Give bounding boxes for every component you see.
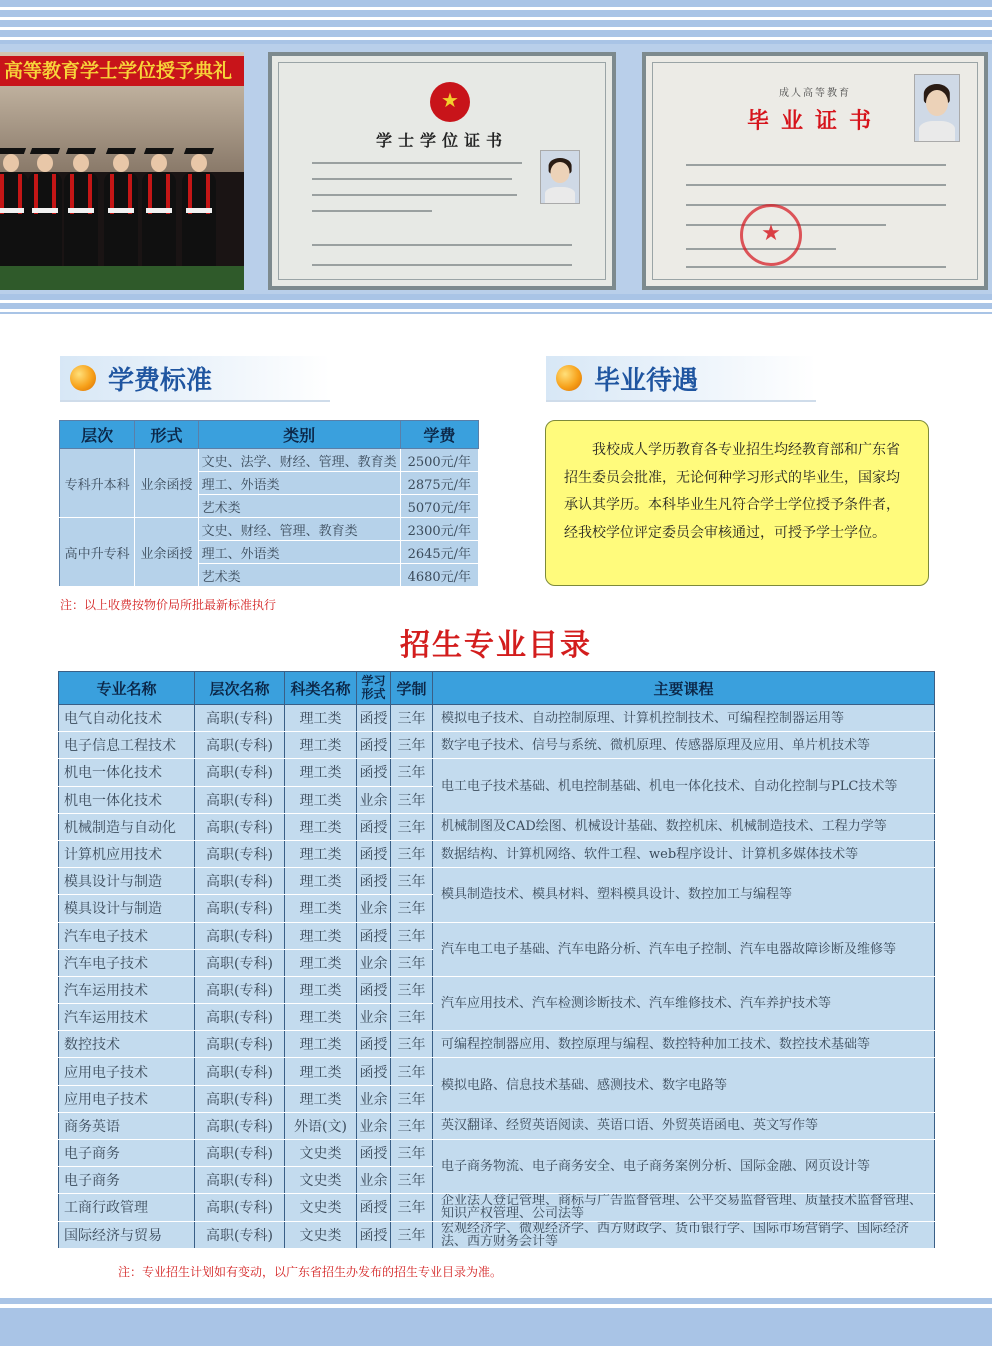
major-name: 电气自动化技术 bbox=[59, 705, 195, 732]
major-name: 电子商务 bbox=[59, 1140, 195, 1167]
major-courses: 机械制图及CAD绘图、机械设计基础、数控机床、机械制造技术、工程力学等 bbox=[433, 813, 935, 840]
fee-heading bbox=[60, 356, 330, 402]
fee-amount: 5070元/年 bbox=[400, 495, 478, 518]
major-form: 函授 bbox=[357, 732, 391, 759]
table-row bbox=[59, 976, 935, 1003]
major-form: 函授 bbox=[357, 1058, 391, 1085]
major-courses: 模拟电路、信息技术基础、感测技术、数字电路等 bbox=[433, 1058, 935, 1112]
major-col-years: 学制 bbox=[391, 672, 433, 705]
fee-category: 文史、法学、财经、管理、教育类 bbox=[198, 449, 400, 472]
fee-category: 理工、外语类 bbox=[198, 472, 400, 495]
major-years: 三年 bbox=[391, 868, 433, 895]
major-level: 高职(专科) bbox=[195, 759, 285, 786]
fee-heading-text: 学费标准 bbox=[108, 366, 213, 396]
fee-form: 业余函授 bbox=[135, 518, 198, 587]
major-courses: 汽车电工电子基础、汽车电路分析、汽车电子控制、汽车电器故障诊断及维修等 bbox=[433, 922, 935, 976]
major-level: 高职(专科) bbox=[195, 1058, 285, 1085]
table-row bbox=[59, 813, 935, 840]
major-level: 高职(专科) bbox=[195, 732, 285, 759]
major-level: 高职(专科) bbox=[195, 1221, 285, 1248]
graduate-figure bbox=[28, 148, 62, 276]
major-form: 函授 bbox=[357, 976, 391, 1003]
major-form: 业余 bbox=[357, 1004, 391, 1031]
major-table bbox=[58, 671, 935, 1249]
fee-amount: 2875元/年 bbox=[400, 472, 478, 495]
graduation-certificate-photo bbox=[642, 52, 988, 290]
major-years: 三年 bbox=[391, 1004, 433, 1031]
major-years: 三年 bbox=[391, 813, 433, 840]
major-name: 应用电子技术 bbox=[59, 1085, 195, 1112]
major-type: 理工类 bbox=[285, 1058, 357, 1085]
fee-row bbox=[60, 449, 479, 472]
major-level: 高职(专科) bbox=[195, 813, 285, 840]
major-years: 三年 bbox=[391, 1112, 433, 1139]
major-type: 理工类 bbox=[285, 1004, 357, 1031]
national-emblem-icon bbox=[430, 82, 470, 122]
major-form: 函授 bbox=[357, 813, 391, 840]
major-years: 三年 bbox=[391, 949, 433, 976]
major-type: 理工类 bbox=[285, 1031, 357, 1058]
major-name: 应用电子技术 bbox=[59, 1058, 195, 1085]
major-years: 三年 bbox=[391, 732, 433, 759]
major-years: 三年 bbox=[391, 1194, 433, 1221]
major-name: 机械制造与自动化 bbox=[59, 813, 195, 840]
orange-dot-icon bbox=[556, 365, 582, 391]
table-row bbox=[59, 840, 935, 867]
grad-cert-subtitle: 成人高等教育 bbox=[779, 88, 851, 99]
major-level: 高职(专科) bbox=[195, 1112, 285, 1139]
graduate-figure bbox=[0, 148, 28, 276]
major-level: 高职(专科) bbox=[195, 922, 285, 949]
major-courses: 汽车应用技术、汽车检测诊断技术、汽车维修技术、汽车养护技术等 bbox=[433, 976, 935, 1030]
top-stripes bbox=[0, 0, 992, 44]
major-form: 函授 bbox=[357, 1031, 391, 1058]
major-form: 函授 bbox=[357, 922, 391, 949]
major-years: 三年 bbox=[391, 1085, 433, 1112]
major-years: 三年 bbox=[391, 1031, 433, 1058]
grad-cert-title: 毕业证书 bbox=[746, 108, 883, 134]
major-level: 高职(专科) bbox=[195, 1004, 285, 1031]
major-name: 电子商务 bbox=[59, 1167, 195, 1194]
major-years: 三年 bbox=[391, 1140, 433, 1167]
major-level: 高职(专科) bbox=[195, 840, 285, 867]
stage-plants bbox=[0, 266, 244, 290]
major-form: 函授 bbox=[357, 1194, 391, 1221]
table-row bbox=[59, 732, 935, 759]
major-name: 汽车电子技术 bbox=[59, 949, 195, 976]
major-years: 三年 bbox=[391, 976, 433, 1003]
major-courses: 模具制造技术、模具材料、塑料模具设计、数控加工与编程等 bbox=[433, 868, 935, 922]
fee-amount: 2500元/年 bbox=[400, 449, 478, 472]
major-form: 函授 bbox=[357, 1221, 391, 1248]
benefit-heading-text: 毕业待遇 bbox=[594, 366, 699, 396]
major-type: 理工类 bbox=[285, 840, 357, 867]
major-years: 三年 bbox=[391, 1058, 433, 1085]
major-level: 高职(专科) bbox=[195, 705, 285, 732]
fee-level: 专科升本科 bbox=[60, 449, 135, 518]
graduate-figure bbox=[104, 148, 138, 276]
major-type: 理工类 bbox=[285, 949, 357, 976]
fee-category: 艺术类 bbox=[198, 564, 400, 587]
major-level: 高职(专科) bbox=[195, 1031, 285, 1058]
major-type: 文史类 bbox=[285, 1194, 357, 1221]
major-form: 函授 bbox=[357, 705, 391, 732]
major-form: 函授 bbox=[357, 759, 391, 786]
major-courses: 企业法人登记管理、商标与广告监督管理、公平交易监督管理、质量技术监督管理、知识产权管理、公司法等 bbox=[433, 1194, 935, 1221]
fee-category: 文史、财经、管理、教育类 bbox=[198, 518, 400, 541]
fee-col-fee: 学费 bbox=[400, 421, 478, 449]
table-row bbox=[59, 1058, 935, 1085]
fee-category: 艺术类 bbox=[198, 495, 400, 518]
major-col-level: 层次名称 bbox=[195, 672, 285, 705]
table-row bbox=[59, 922, 935, 949]
fee-table bbox=[59, 420, 479, 587]
major-type: 理工类 bbox=[285, 705, 357, 732]
major-courses: 电子商务物流、电子商务安全、电子商务案例分析、国际金融、网页设计等 bbox=[433, 1140, 935, 1194]
table-row bbox=[59, 1221, 935, 1248]
major-type: 文史类 bbox=[285, 1140, 357, 1167]
major-col-name: 专业名称 bbox=[59, 672, 195, 705]
major-years: 三年 bbox=[391, 840, 433, 867]
major-name: 商务英语 bbox=[59, 1112, 195, 1139]
major-type: 理工类 bbox=[285, 732, 357, 759]
major-form: 业余 bbox=[357, 895, 391, 922]
major-courses: 可编程控制器应用、数控原理与编程、数控特种加工技术、数控技术基础等 bbox=[433, 1031, 935, 1058]
major-level: 高职(专科) bbox=[195, 976, 285, 1003]
fee-amount: 4680元/年 bbox=[400, 564, 478, 587]
table-row bbox=[59, 868, 935, 895]
fee-row bbox=[60, 518, 479, 541]
major-years: 三年 bbox=[391, 922, 433, 949]
major-name: 汽车运用技术 bbox=[59, 1004, 195, 1031]
benefit-text: 我校成人学历教育各专业招生均经教育部和广东省招生委员会批准，无论何种学习形式的毕业生，国家均承认其学历。本科毕业生凡符合学士学位授予条件者，经我校学位评定委员会审核通过，可授予学士学位。 bbox=[545, 420, 929, 586]
major-name: 工商行政管理 bbox=[59, 1194, 195, 1221]
major-years: 三年 bbox=[391, 786, 433, 813]
major-name: 数控技术 bbox=[59, 1031, 195, 1058]
major-form: 函授 bbox=[357, 1140, 391, 1167]
major-courses: 数据结构、计算机网络、软件工程、web程序设计、计算机多媒体技术等 bbox=[433, 840, 935, 867]
major-level: 高职(专科) bbox=[195, 868, 285, 895]
major-form: 业余 bbox=[357, 949, 391, 976]
fee-col-category: 类别 bbox=[198, 421, 400, 449]
table-row bbox=[59, 1194, 935, 1221]
major-level: 高职(专科) bbox=[195, 1085, 285, 1112]
major-form: 业余 bbox=[357, 1085, 391, 1112]
major-courses: 英汉翻译、经贸英语阅读、英语口语、外贸英语函电、英文写作等 bbox=[433, 1112, 935, 1139]
table-row bbox=[59, 759, 935, 786]
major-name: 计算机应用技术 bbox=[59, 840, 195, 867]
major-type: 理工类 bbox=[285, 895, 357, 922]
major-years: 三年 bbox=[391, 759, 433, 786]
catalog-note: 注：专业招生计划如有变动，以广东省招生办发布的招生专业目录为准。 bbox=[118, 1265, 503, 1279]
major-level: 高职(专科) bbox=[195, 786, 285, 813]
major-years: 三年 bbox=[391, 1167, 433, 1194]
major-courses: 数字电子技术、信号与系统、微机原理、传感器原理及应用、单片机技术等 bbox=[433, 732, 935, 759]
major-type: 文史类 bbox=[285, 1167, 357, 1194]
major-level: 高职(专科) bbox=[195, 1194, 285, 1221]
major-type: 理工类 bbox=[285, 922, 357, 949]
major-type: 外语(文) bbox=[285, 1112, 357, 1139]
major-type: 理工类 bbox=[285, 786, 357, 813]
major-form: 业余 bbox=[357, 1167, 391, 1194]
major-name: 汽车运用技术 bbox=[59, 976, 195, 1003]
major-type: 理工类 bbox=[285, 1085, 357, 1112]
major-courses: 模拟电子技术、自动控制原理、计算机控制技术、可编程控制器运用等 bbox=[433, 705, 935, 732]
degree-holder-photo bbox=[540, 150, 580, 204]
major-name: 国际经济与贸易 bbox=[59, 1221, 195, 1248]
fee-table-header bbox=[60, 421, 479, 449]
major-type: 理工类 bbox=[285, 868, 357, 895]
major-type: 理工类 bbox=[285, 813, 357, 840]
major-level: 高职(专科) bbox=[195, 949, 285, 976]
major-courses: 宏观经济学、微观经济学、西方财政学、货币银行学、国际市场营销学、国际经济法、西方财务会计等 bbox=[433, 1221, 935, 1248]
major-courses: 电工电子技术基础、机电控制基础、机电一体化技术、自动化控制与PLC技术等 bbox=[433, 759, 935, 813]
major-table-header bbox=[59, 672, 935, 705]
school-seal-icon bbox=[740, 204, 802, 266]
fee-amount: 2300元/年 bbox=[400, 518, 478, 541]
major-name: 电子信息工程技术 bbox=[59, 732, 195, 759]
table-row bbox=[59, 1140, 935, 1167]
major-name: 机电一体化技术 bbox=[59, 759, 195, 786]
orange-dot-icon bbox=[70, 365, 96, 391]
major-name: 汽车电子技术 bbox=[59, 922, 195, 949]
degree-cert-title: 学士学位证书 bbox=[375, 131, 508, 150]
major-form: 函授 bbox=[357, 840, 391, 867]
fee-level: 高中升专科 bbox=[60, 518, 135, 587]
major-form: 函授 bbox=[357, 868, 391, 895]
ceremony-photo bbox=[0, 52, 244, 290]
graduate-figure bbox=[64, 148, 98, 276]
degree-certificate-photo bbox=[268, 52, 616, 290]
benefit-heading bbox=[546, 356, 816, 402]
fee-category: 理工、外语类 bbox=[198, 541, 400, 564]
table-row bbox=[59, 1031, 935, 1058]
graduate-photo bbox=[914, 74, 960, 142]
major-years: 三年 bbox=[391, 895, 433, 922]
fee-amount: 2645元/年 bbox=[400, 541, 478, 564]
major-name: 模具设计与制造 bbox=[59, 895, 195, 922]
major-name: 机电一体化技术 bbox=[59, 786, 195, 813]
major-form: 业余 bbox=[357, 1112, 391, 1139]
bottom-stripes bbox=[0, 1296, 992, 1346]
ceremony-banner: 高等教育学士学位授予典礼 bbox=[0, 56, 244, 86]
major-name: 模具设计与制造 bbox=[59, 868, 195, 895]
major-level: 高职(专科) bbox=[195, 895, 285, 922]
major-level: 高职(专科) bbox=[195, 1167, 285, 1194]
band-stripes bbox=[0, 294, 992, 314]
major-type: 理工类 bbox=[285, 759, 357, 786]
fee-form: 业余函授 bbox=[135, 449, 198, 518]
major-col-course: 主要课程 bbox=[433, 672, 935, 705]
major-col-type: 科类名称 bbox=[285, 672, 357, 705]
graduate-figure bbox=[142, 148, 176, 276]
major-type: 文史类 bbox=[285, 1221, 357, 1248]
fee-col-level: 层次 bbox=[60, 421, 135, 449]
major-col-form: 学习形式 bbox=[357, 672, 391, 705]
table-row bbox=[59, 1112, 935, 1139]
fee-note: 注：以上收费按物价局所批最新标准执行 bbox=[60, 598, 277, 612]
major-type: 理工类 bbox=[285, 976, 357, 1003]
major-level: 高职(专科) bbox=[195, 1140, 285, 1167]
graduate-figure bbox=[182, 148, 216, 276]
catalog-title: 招生专业目录 bbox=[400, 628, 592, 663]
table-row bbox=[59, 705, 935, 732]
major-years: 三年 bbox=[391, 1221, 433, 1248]
fee-col-form: 形式 bbox=[135, 421, 198, 449]
major-years: 三年 bbox=[391, 705, 433, 732]
major-form: 业余 bbox=[357, 786, 391, 813]
